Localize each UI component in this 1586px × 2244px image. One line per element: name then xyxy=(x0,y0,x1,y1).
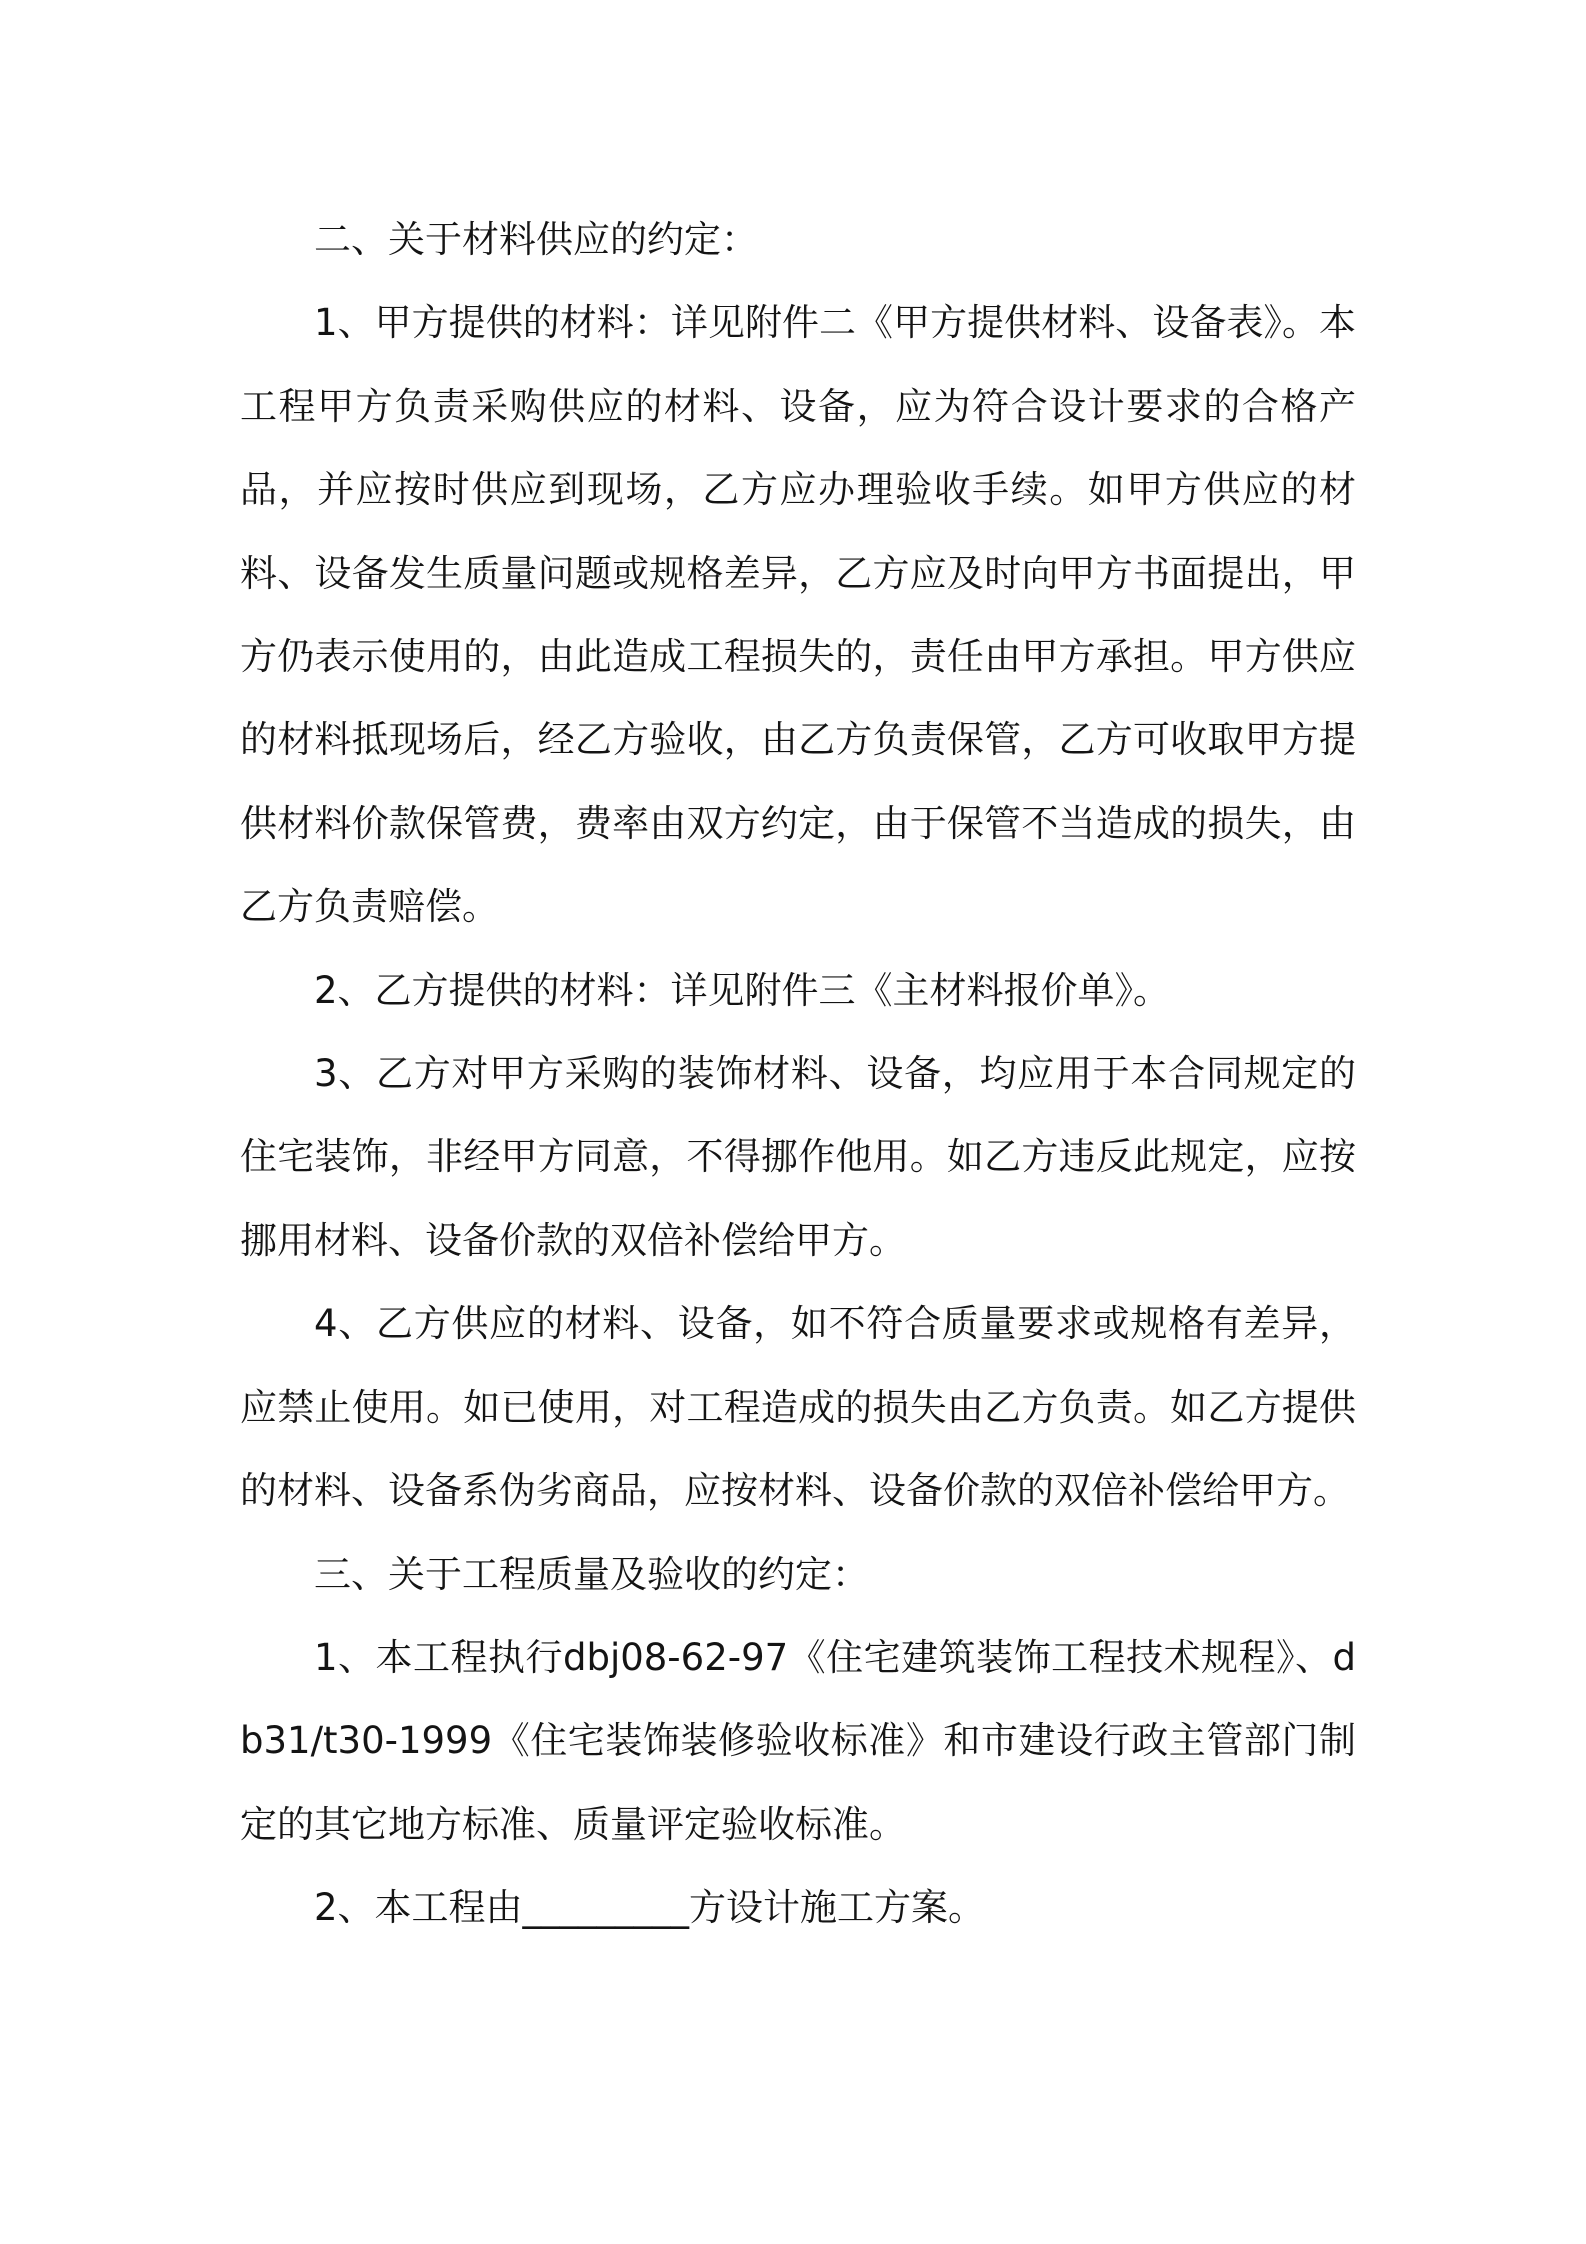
clause-design-plan: 2、本工程由_________方设计施工方案。 xyxy=(314,1886,986,1930)
clause-material-quality: 4、乙方供应的材料、设备，如不符合质量要求或规格有差异，应禁止使用。如已使用，对工程造成的损失由乙方负责。如乙方提供的材料、设备系伪劣商品，应按材料、设备价款的双倍补偿给甲方。 xyxy=(240,1302,1356,1513)
section-heading-materials: 二、关于材料供应的约定： xyxy=(314,218,758,261)
clause-party-a-materials: 1、甲方提供的材料：详见附件二《甲方提供材料、设备表》。本工程甲方负责采购供应的材料、设备，应为符合设计要求的合格产品，并应按时供应到现场，乙方应办理验收手续。如甲方供应的材料、设备发生质量问题或规格差异，乙方应及时向甲方书面提出，甲方仍表示使用的，由此造成工程损失的，责任由甲方承担。甲方供应的材料抵现场后，经乙方验收，由乙方负责保管，乙方可收取甲方提供材料价款保管费，费率由双方约定，由于保管不当造成的损失，由乙方负责赔偿。 xyxy=(240,301,1356,929)
clause-material-usage: 3、乙方对甲方采购的装饰材料、设备，均应用于本合同规定的住宅装饰，非经甲方同意，不得挪作他用。如乙方违反此规定，应按挪用材料、设备价款的双倍补偿给甲方。 xyxy=(240,1052,1356,1262)
clause-party-b-materials: 2、乙方提供的材料：详见附件三《主材料报价单》。 xyxy=(314,968,1171,1012)
section-heading-quality: 三、关于工程质量及验收的约定： xyxy=(314,1552,869,1596)
clause-standards: 1、本工程执行dbj08-62-97《住宅建筑装饰工程技术规程》、db31/t30-1999《住宅装饰装修验收标准》和市建设行政主管部门制定的其它地方标准、质量评定验收标准。 xyxy=(240,1635,1356,1846)
document-body xyxy=(240,198,1356,1950)
